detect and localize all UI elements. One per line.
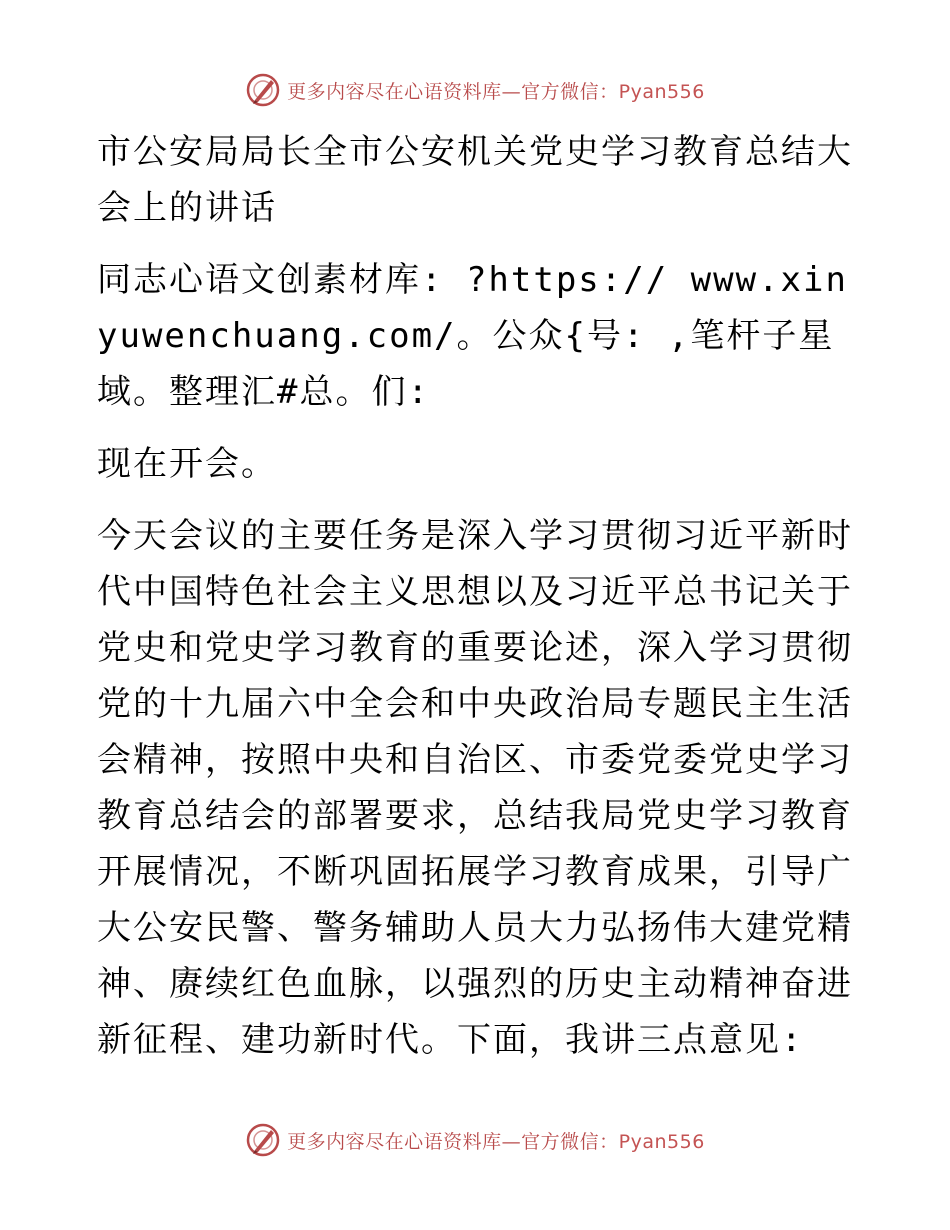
- paragraph-salutation: 同志心语文创素材库: ?https:// www.xinyuwenchuang.com/。公众{号: ,笔杆子星域。整理汇#总。们:: [97, 260, 848, 412]
- wechat-id: Pyan556: [618, 80, 705, 103]
- watermark-text: 更多内容尽在心语资料库—官方微信：Pyan556: [287, 80, 705, 103]
- footer-watermark: [0, 1120, 950, 1160]
- paragraph-main: 今天会议的主要任务是深入学习贯彻习近平新时代中国特色社会主义思想以及习近平总书记关于党史和党史学习教育的重要论述，深入学习贯彻党的十九届六中全会和中央政治局专题民主生活会精神，按照中央和自治区、市委党委党史学习教育总结会的部署要求，总结我局党史学习教育开展情况，不断巩固拓展学习教育成果，引导广大公安民警、警务辅助人员大力弘扬伟大建党精神、赓续红色血脉，以强烈的历史主动精神奋进新征程、建功新时代。下面，我讲三点意见:: [97, 516, 853, 1060]
- pen-logo-icon: [245, 72, 281, 108]
- pen-logo-icon: [245, 1122, 281, 1158]
- paragraph-opening: 现在开会。: [97, 444, 277, 484]
- wechat-id: Pyan556: [618, 1130, 705, 1153]
- document-body: [97, 124, 857, 1084]
- watermark-text: 更多内容尽在心语资料库—官方微信：Pyan556: [287, 1130, 705, 1153]
- document-title: 市公安局局长全市公安机关党史学习教育总结大会上的讲话: [97, 132, 853, 228]
- header-watermark: [0, 70, 950, 110]
